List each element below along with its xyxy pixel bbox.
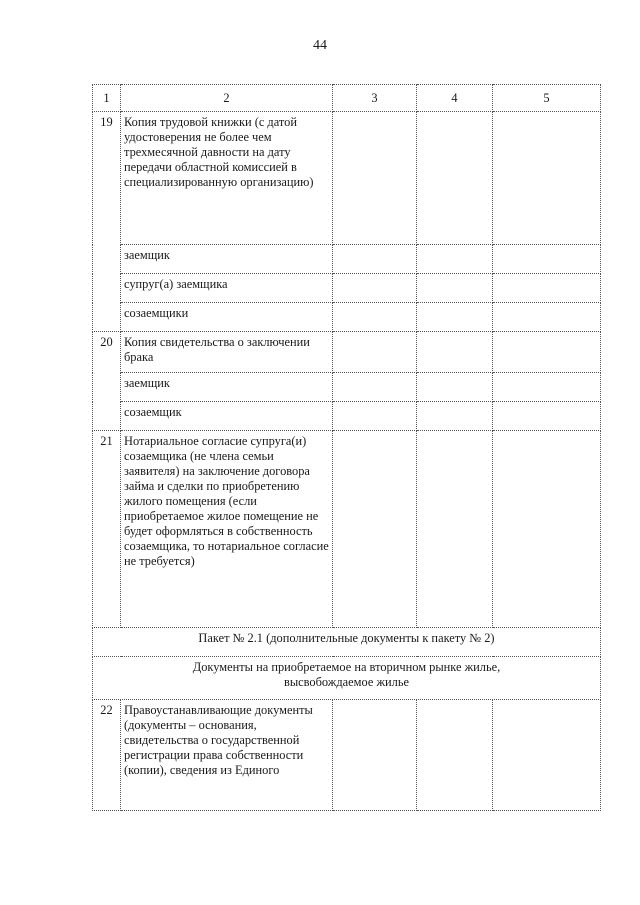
table-cell — [417, 373, 493, 402]
column-header-5: 5 — [493, 85, 601, 112]
table-cell — [333, 303, 417, 332]
table-cell — [493, 431, 601, 628]
table-cell — [333, 332, 417, 373]
column-header-1: 1 — [93, 85, 121, 112]
row-description: Копия трудовой книжки (с датой удостоверения не более чем трехмесячной давности на дату передачи областной комиссией в специализированную организацию) — [121, 112, 333, 245]
table-cell — [333, 700, 417, 811]
table-cell — [333, 402, 417, 431]
table-cell — [417, 402, 493, 431]
table-cell — [493, 700, 601, 811]
column-header-4: 4 — [417, 85, 493, 112]
table-row — [93, 332, 601, 373]
table-subrow — [93, 274, 601, 303]
table-subrow — [93, 245, 601, 274]
table-cell — [417, 274, 493, 303]
table-subrow — [93, 402, 601, 431]
subrow-label: заемщик — [121, 245, 333, 274]
subrow-label: созаемщик — [121, 402, 333, 431]
subrow-label: созаемщики — [121, 303, 333, 332]
table-cell — [417, 303, 493, 332]
row-description: Копия свидетельства о заключении брака — [121, 332, 333, 373]
table-cell — [417, 700, 493, 811]
table-cell — [493, 402, 601, 431]
row-description: Правоустанавливающие документы (документы – основания, свидетельства о государственной регистрации права собственности (копии), сведения из Единого — [121, 700, 333, 811]
column-header-2: 2 — [121, 85, 333, 112]
document-table — [92, 84, 601, 811]
table-cell — [417, 112, 493, 245]
table-subrow — [93, 303, 601, 332]
table-cell — [493, 112, 601, 245]
table-row — [93, 431, 601, 628]
row-description: Нотариальное согласие супруга(и) созаемщика (не члена семьи заявителя) на заключение договора займа и сделки по приобретению жилого помещения (если приобретаемое жилое помещение не будет оформляться в собственность созаемщика, то нотариальное согласие не требуется) — [121, 431, 333, 628]
table-cell — [333, 373, 417, 402]
table-cell — [333, 274, 417, 303]
row-number: 20 — [93, 332, 121, 431]
table-subrow — [93, 373, 601, 402]
table-cell — [493, 303, 601, 332]
package-title: Пакет № 2.1 (дополнительные документы к пакету № 2) — [93, 628, 601, 657]
section-title-text: Документы на приобретаемое на вторичном рынке жилье, высвобождаемое жилье — [192, 660, 501, 689]
row-number: 19 — [93, 112, 121, 332]
table-row — [93, 112, 601, 245]
table-cell — [417, 431, 493, 628]
table-cell — [417, 245, 493, 274]
table-cell — [333, 431, 417, 628]
table-cell — [493, 332, 601, 373]
section-row — [93, 657, 601, 700]
page-number: 44 — [313, 38, 327, 53]
column-header-3: 3 — [333, 85, 417, 112]
subrow-label: заемщик — [121, 373, 333, 402]
table-cell — [333, 112, 417, 245]
row-number: 21 — [93, 431, 121, 628]
table-cell — [333, 245, 417, 274]
package-row — [93, 628, 601, 657]
table-row — [93, 700, 601, 811]
row-number: 22 — [93, 700, 121, 811]
table-cell — [417, 332, 493, 373]
section-title — [93, 657, 601, 700]
table-cell — [493, 274, 601, 303]
table-cell — [493, 373, 601, 402]
table-header-row — [93, 85, 601, 112]
table-cell — [493, 245, 601, 274]
subrow-label: супруг(а) заемщика — [121, 274, 333, 303]
